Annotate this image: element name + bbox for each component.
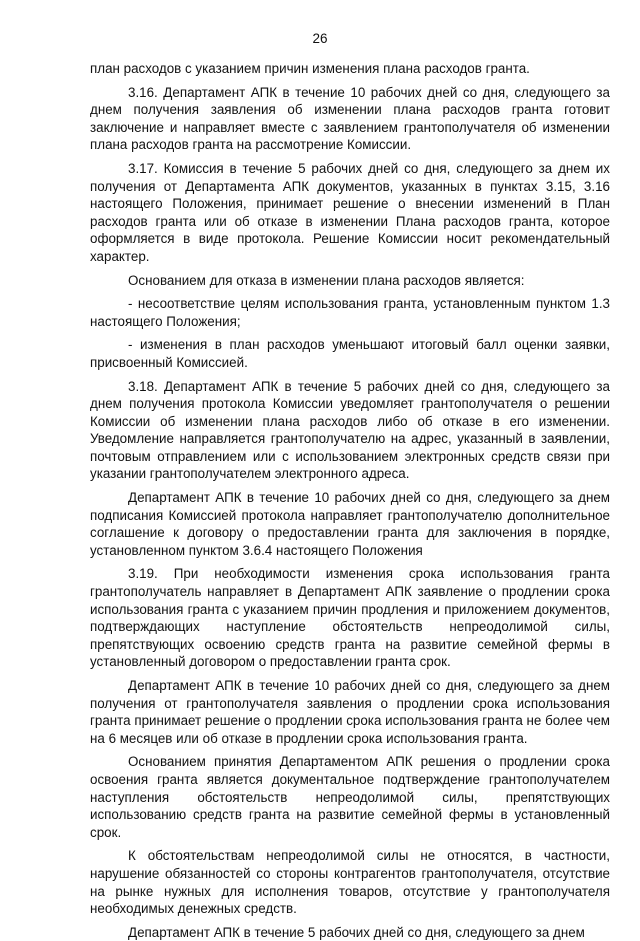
paragraph-continuation: план расходов с указанием причин изменения плана расходов гранта.: [90, 61, 530, 76]
list-item-refusal-1: - несоответствие целям использования гранта, установленным пунктом 1.3 настоящего Положения;: [90, 296, 610, 329]
document-body: [90, 60, 610, 941]
paragraph-additional-agreement: Департамент АПК в течение 10 рабочих дней со дня, следующего за днем подписания Комиссией протокола направляет грантополучателю дополнительное соглашение к договору о предоставлении гранта для заключения в порядке, установленном пунктом 3.6.4 настоящего Положения: [90, 490, 610, 558]
paragraph-3-17: 3.17. Комиссия в течение 5 рабочих дней со дня, следующего за днем их получения от Департамента АПК документов, указанных в пунктах 3.15, 3.16 настоящего Положения, принимает решение о внесении изменений в План расходов гранта или об отказе в изменении Плана расходов гранта, которое оформляется в виде протокола. Решение Комиссии носит рекомендательный характер.: [90, 160, 610, 264]
list-item-refusal-2: - изменения в план расходов уменьшают итоговый балл оценки заявки, присвоенный Комиссией.: [90, 337, 610, 370]
paragraph-extension-grounds: Основанием принятия Департаментом АПК решения о продлении срока освоения гранта является документальное подтверждение грантополучателем наступления обстоятельств непреодолимой силы, препятствующих использованию средств гранта на развитие семейной фермы в установленный срок.: [90, 754, 610, 840]
paragraph-3-16: 3.16. Департамент АПК в течение 10 рабочих дней со дня, следующего за днем получения заявления об изменении плана расходов гранта готовит заключение и направляет вместе с заявлением грантополучателя об изменении плана расходов гранта на рассмотрение Комиссии.: [90, 84, 610, 153]
page-number: 26: [312, 31, 328, 46]
paragraph-extension-decision: Департамент АПК в течение 10 рабочих дней со дня, следующего за днем получения от грантополучателя заявления о продлении срока использования гранта принимает решение о продлении срока использования гранта не более чем на 6 месяцев или об отказе в продлении срока использования гранта.: [90, 678, 610, 746]
paragraph-force-majeure-exclusions: К обстоятельствам непреодолимой силы не относятся, в частности, нарушение обязанностей со стороны контрагентов грантополучателя, отсутствие на рынке нужных для исполнения товаров, отсутствие у грантополучателя необходимых денежных средств.: [90, 848, 610, 917]
paragraph-3-18: 3.18. Департамент АПК в течение 5 рабочих дней со дня, следующего за днем получения протокола Комиссии уведомляет грантополучателя о решении Комиссии об изменении плана расходов либо об отказе в его изменении. Уведомление направляется грантополучателю на адрес, указанный в заявлении, почтовым отправлением или с использованием электронных средств связи при указании грантополучателем электронного адреса.: [90, 378, 610, 482]
paragraph-truncated: Департамент АПК в течение 5 рабочих дней со дня, следующего за днем: [128, 924, 585, 940]
paragraph-refusal-grounds: Основанием для отказа в изменении плана расходов является:: [128, 272, 525, 288]
paragraph-3-19: 3.19. При необходимости изменения срока использования гранта грантополучатель направляет в Департамент АПК заявление о продлении срока использования гранта с указанием причин продления и приложением документов, подтверждающих наступление обстоятельств непреодолимой силы, препятствующих освоению средств гранта на развитие семейной фермы в установленный договором о предоставлении гранта срок.: [90, 566, 610, 670]
